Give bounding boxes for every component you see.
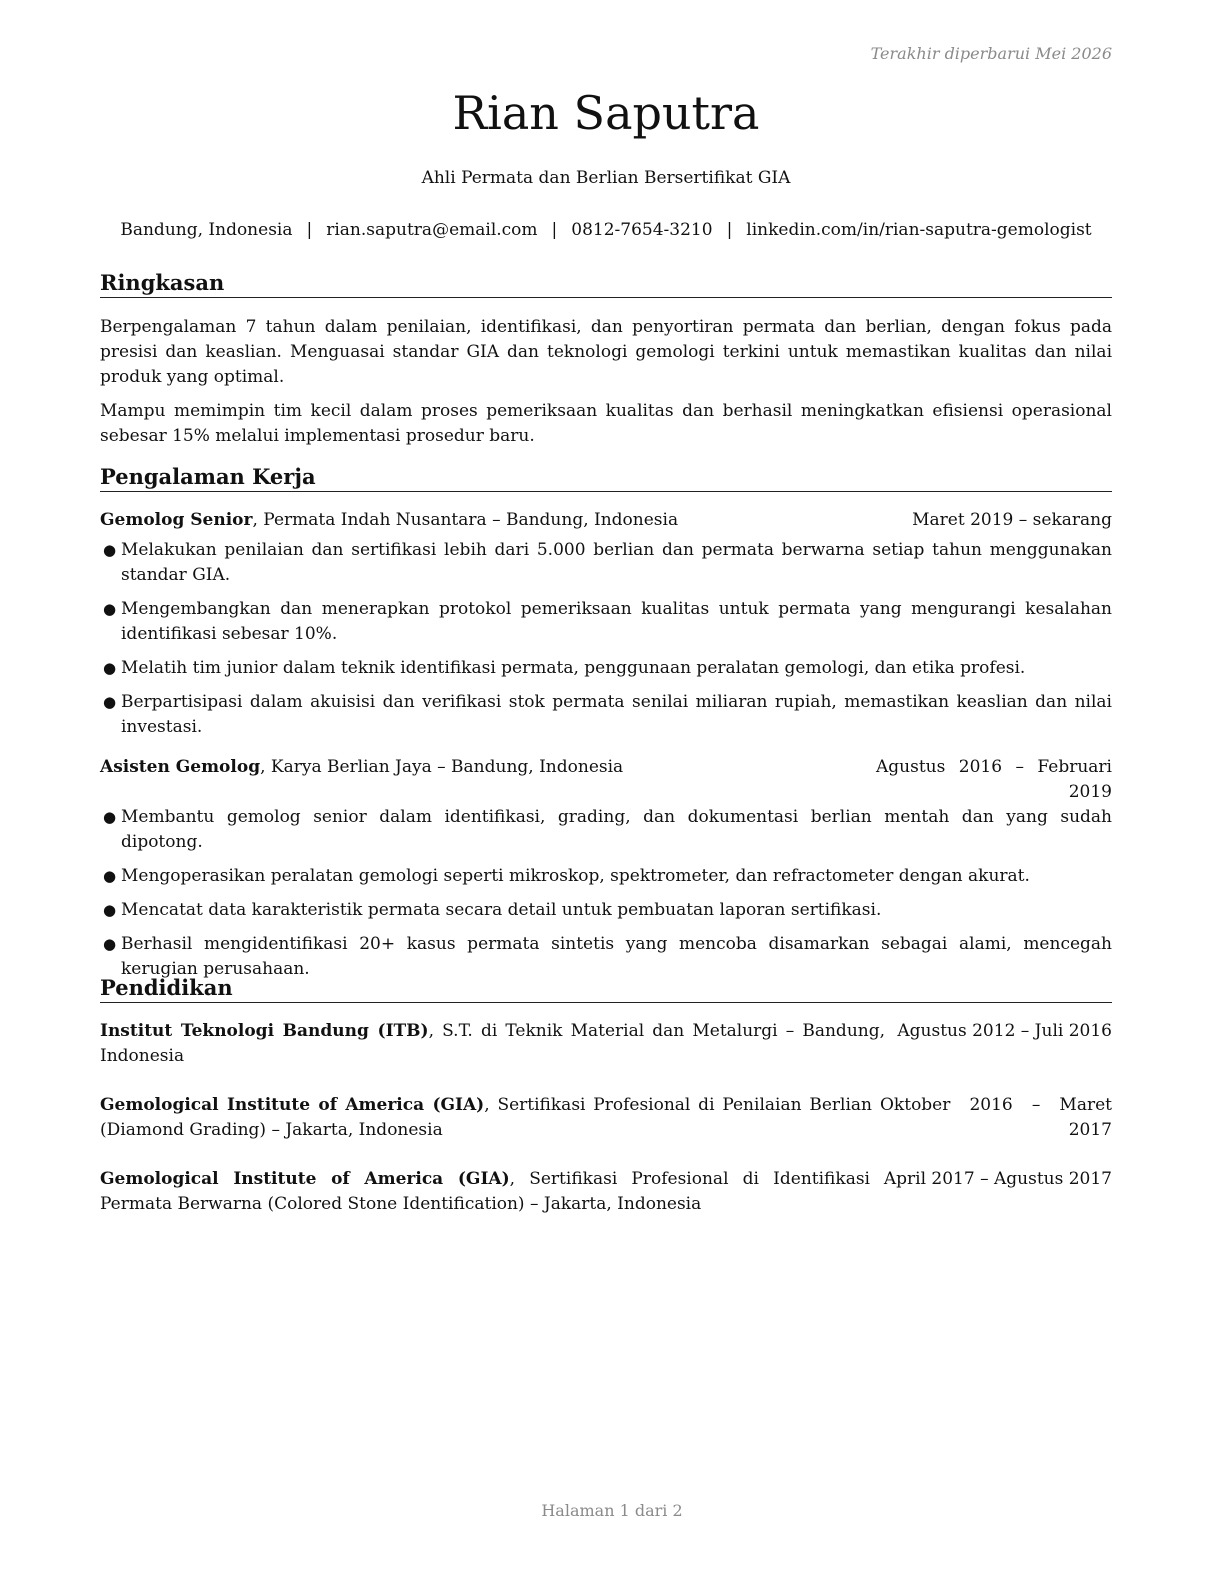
person-name: Rian Saputra [452, 86, 760, 140]
contact-phone: 0812-7654-3210 [571, 220, 713, 240]
job-entry [100, 755, 1112, 991]
professional-title: Ahli Permata dan Berlian Bersertifikat GIA [421, 168, 791, 188]
education-description [100, 1019, 885, 1069]
job-role: Asisten Gemolog [100, 757, 261, 777]
contact-separator: | [726, 220, 733, 240]
education-institution: Gemological Institute of America (GIA) [100, 1169, 510, 1189]
bullet-icon: ● [103, 693, 117, 711]
job-entry [100, 508, 1112, 749]
contact-linkedin[interactable]: linkedin.com/in/rian-saputra-gemologist [746, 220, 1092, 240]
job-bullet-text: Mengoperasikan peralatan gemologi seperti mikroskop, spektrometer, dan refractometer dengan akurat. [121, 866, 1030, 886]
contact-separator: | [551, 220, 558, 240]
bullet-icon: ● [103, 541, 117, 559]
bullet-icon: ● [103, 808, 117, 826]
education-dates: April 2017 – Agustus 2017 [884, 1167, 1112, 1192]
job-bullet-list [100, 805, 1112, 982]
job-header [100, 755, 1112, 802]
job-bullet-text: Melatih tim junior dalam teknik identifikasi permata, penggunaan peralatan gemologi, dan etika profesi. [121, 658, 1026, 678]
job-bullet-text: Berhasil mengidentifikasi 20+ kasus permata sintetis yang mencoba disamarkan sebagai alami, mencegah kerugian perusahaan. [121, 934, 1112, 979]
job-bullet-text: Mengembangkan dan menerapkan protokol pemeriksaan kualitas untuk permata yang mengurangi kesalahan identifikasi sebesar 10%. [121, 599, 1112, 644]
job-bullet-list [100, 538, 1112, 740]
page-number: Halaman 1 dari 2 [541, 1501, 683, 1520]
education-description [100, 1167, 870, 1217]
education-institution: Gemological Institute of America (GIA) [100, 1095, 485, 1115]
education-description [100, 1093, 872, 1143]
job-bullet [100, 538, 1112, 588]
job-bullet [100, 656, 1112, 681]
section-title-experience: Pengalaman Kerja [100, 464, 1112, 492]
contact-line [100, 220, 1112, 240]
contact-email[interactable]: rian.saputra@email.com [326, 220, 538, 240]
job-header [100, 508, 1112, 533]
job-dates: Maret 2019 – sekarang [912, 510, 1112, 530]
education-dates: Agustus 2012 – Juli 2016 [897, 1019, 1112, 1044]
summary-paragraph: Berpengalaman 7 tahun dalam penilaian, identifikasi, dan penyortiran permata dan berlian, dengan fokus pada presisi dan keaslian. Menguasai standar GIA dan teknologi gemologi terkini untuk memastikan kualitas dan nilai produk yang optimal. [100, 317, 1112, 387]
education-entry [100, 1093, 1112, 1143]
job-bullet [100, 805, 1112, 855]
last-updated-note: Terakhir diperbarui Mei 2026 [870, 44, 1112, 63]
resume-page [100, 0, 1112, 1584]
section-title-summary: Ringkasan [100, 270, 1112, 298]
contact-separator: | [306, 220, 313, 240]
education-entry [100, 1019, 1112, 1069]
education-institution: Institut Teknologi Bandung (ITB) [100, 1021, 429, 1041]
bullet-icon: ● [103, 935, 117, 953]
education-detail: , S.T. di Teknik Material dan Metalurgi – Bandung, Indonesia [100, 1021, 886, 1066]
education-dates: Oktober 2016 – Maret 2017 [880, 1093, 1112, 1143]
job-bullet-text: Mencatat data karakteristik permata secara detail untuk pembuatan laporan sertifikasi. [121, 900, 882, 920]
education-detail: , Sertifikasi Profesional di Identifikasi Permata Berwarna (Colored Stone Identification) – Jakarta, Indonesia [100, 1169, 870, 1214]
job-bullet-text: Berpartisipasi dalam akuisisi dan verifikasi stok permata senilai miliaran rupiah, memastikan keaslian dan nilai investasi. [121, 692, 1112, 737]
education-detail: , Sertifikasi Profesional di Penilaian Berlian (Diamond Grading) – Jakarta, Indonesia [100, 1095, 872, 1140]
job-dates: Agustus 2016 – Februari 2019 [876, 757, 1112, 802]
job-bullet-text: Melakukan penilaian dan sertifikasi lebih dari 5.000 berlian dan permata berwarna setiap tahun menggunakan standar GIA. [121, 540, 1112, 585]
job-company: , Permata Indah Nusantara – Bandung, Indonesia [252, 510, 679, 530]
contact-location: Bandung, Indonesia [120, 220, 293, 240]
job-company: , Karya Berlian Jaya – Bandung, Indonesia [260, 757, 624, 777]
bullet-icon: ● [103, 901, 117, 919]
job-bullet [100, 864, 1112, 889]
bullet-icon: ● [103, 867, 117, 885]
job-bullet [100, 597, 1112, 647]
summary-paragraph: Mampu memimpin tim kecil dalam proses pemeriksaan kualitas dan berhasil meningkatkan efisiensi operasional sebesar 15% melalui implementasi prosedur baru. [100, 401, 1112, 446]
job-bullet [100, 690, 1112, 740]
bullet-icon: ● [103, 600, 117, 618]
section-title-education: Pendidikan [100, 975, 1112, 1003]
education-entry [100, 1167, 1112, 1217]
job-bullet [100, 898, 1112, 923]
job-bullet-text: Membantu gemolog senior dalam identifikasi, grading, dan dokumentasi berlian mentah dan yang sudah dipotong. [121, 807, 1112, 852]
bullet-icon: ● [103, 659, 117, 677]
job-role: Gemolog Senior [100, 510, 253, 530]
